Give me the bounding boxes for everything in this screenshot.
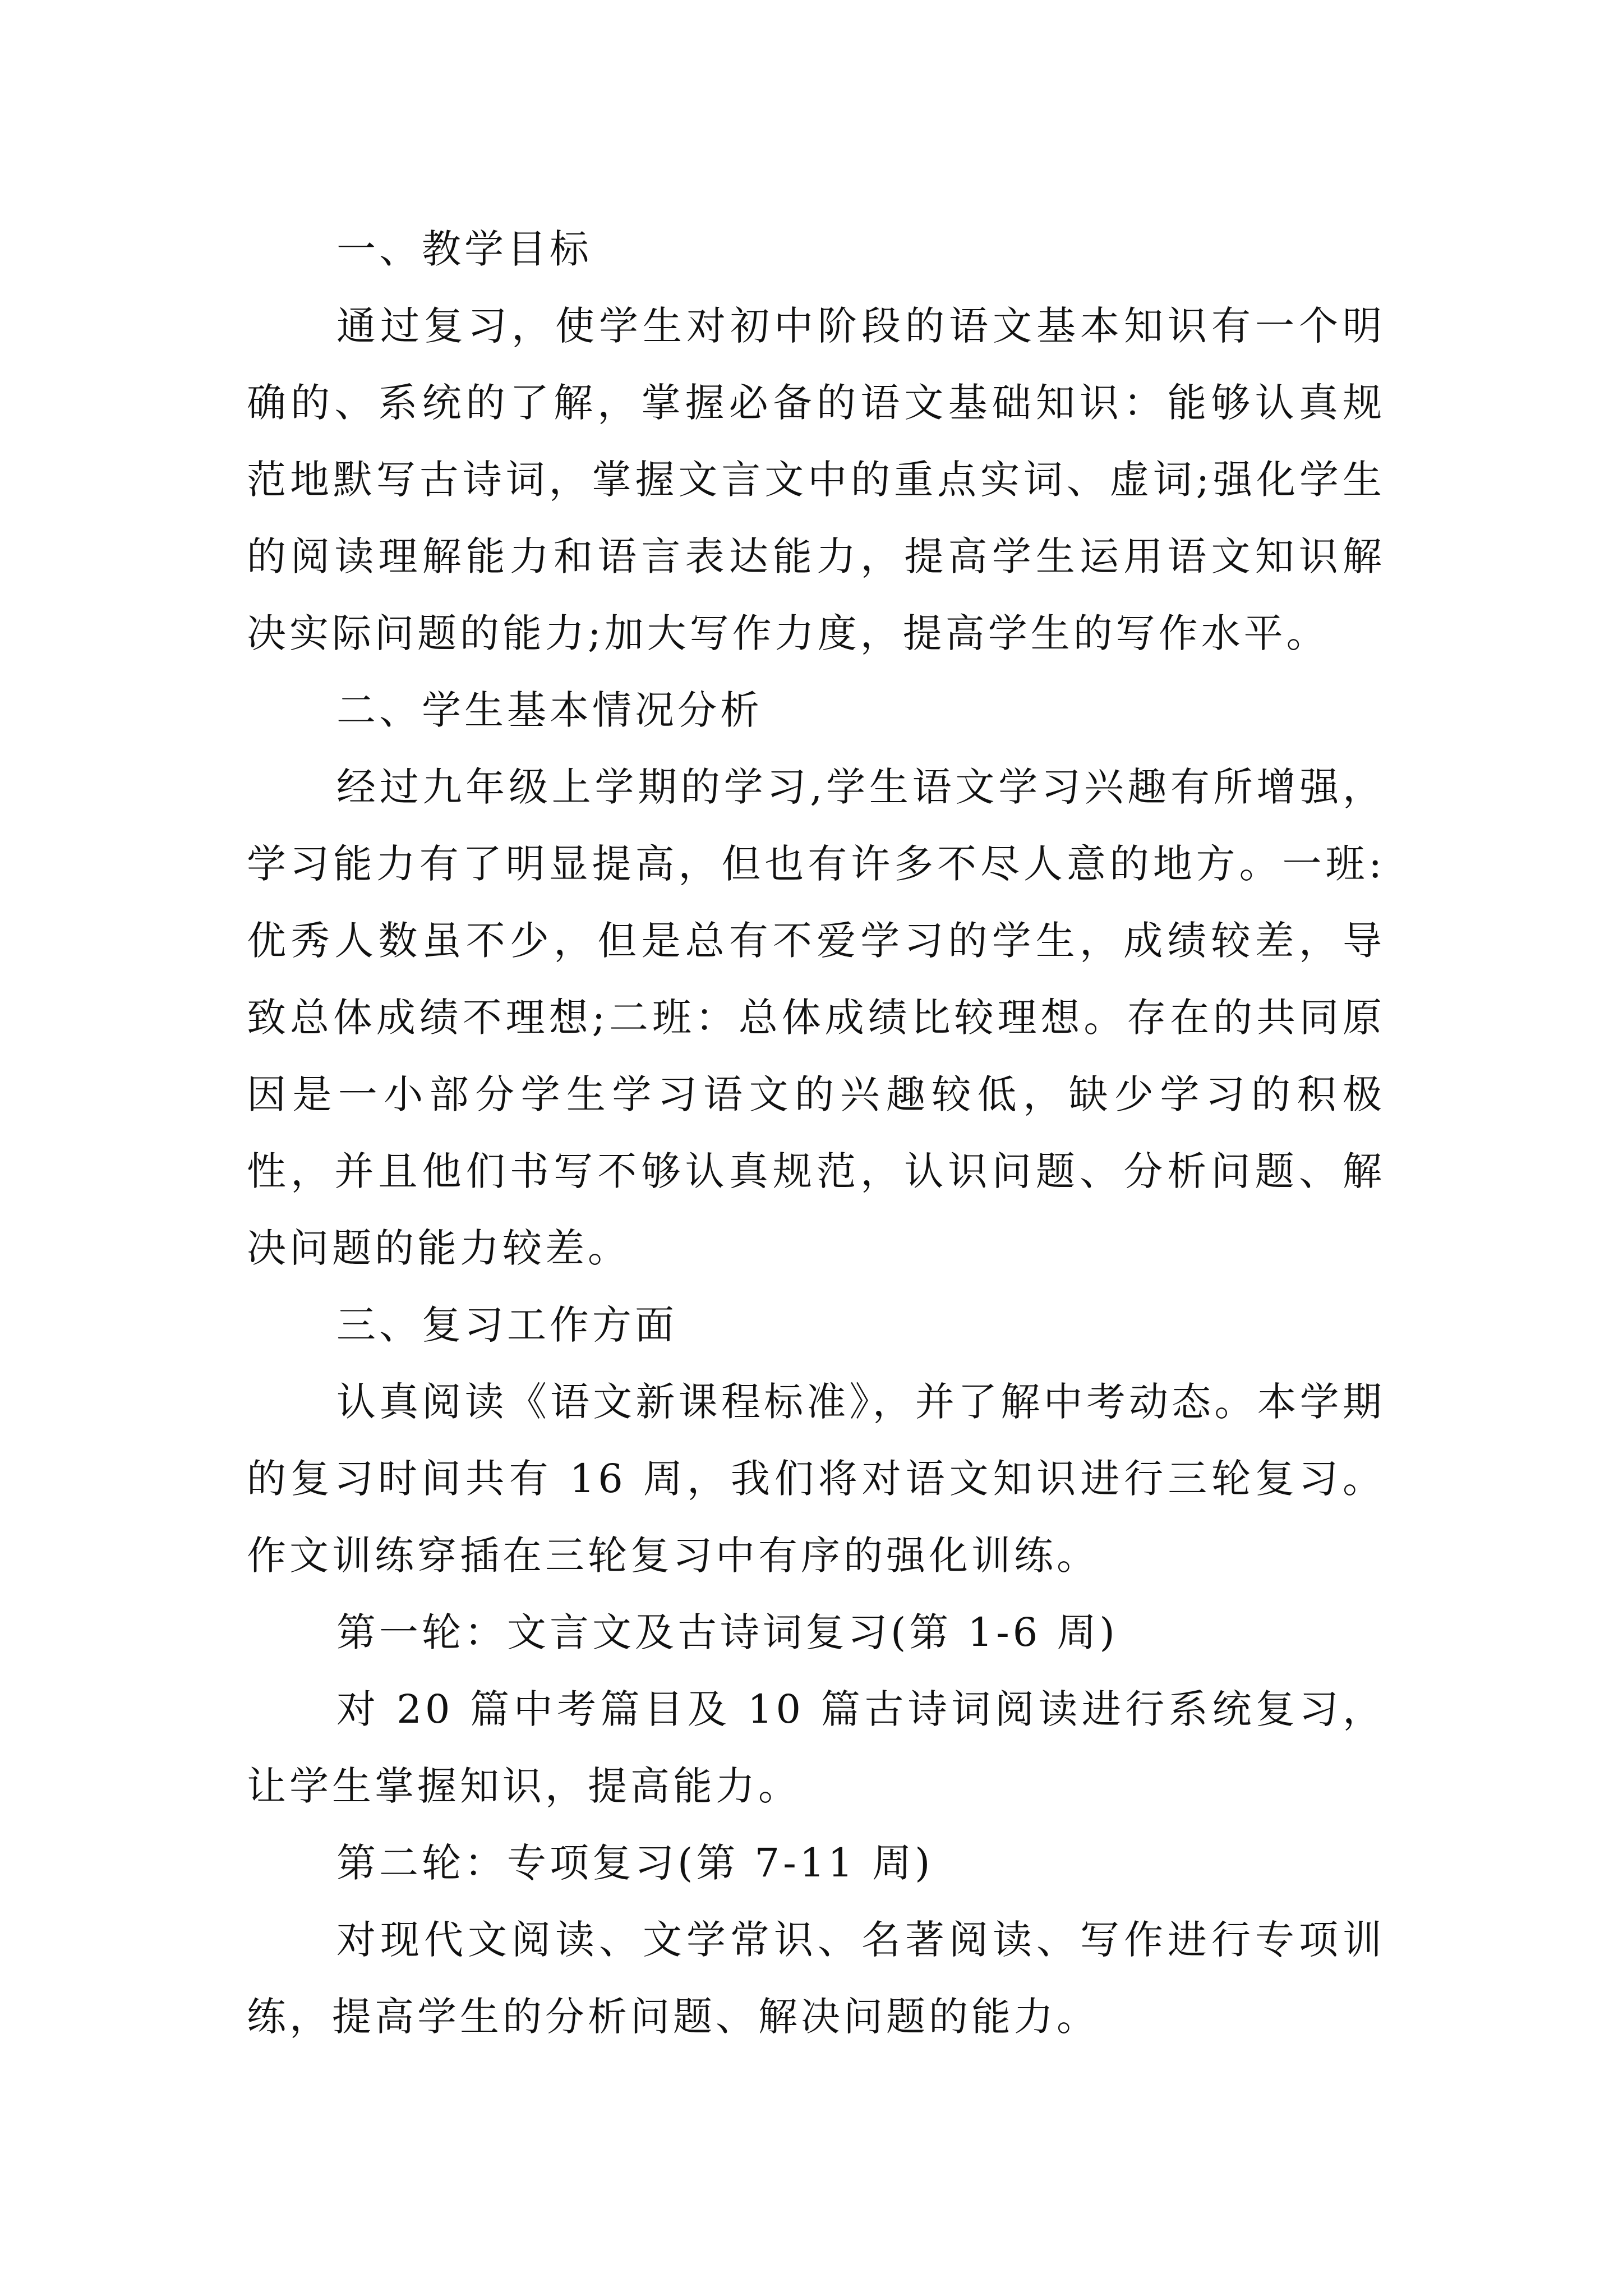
paragraph-round-one: 对 20 篇中考篇目及 10 篇古诗词阅读进行系统复习，让学生掌握知识，提高能力。 [247,1686,1385,1809]
paragraph-student-analysis: 经过九年级上学期的学习,学生语文学习兴趣有所增强，学习能力有了明显提高，但也有许多不尽人意的地方。一班:优秀人数虽不少，但是总有不爱学习的学生，成绩较差，导致总体成绩不理想;二班：总体成绩比较理想。存在的共同原因是一小部分学生学习语文的兴趣较低，缺少学习的积极性，并且他们书写不够认真规范，认识问题、分析问题、解决问题的能力较差。 [247,764,1385,1271]
paragraph-review-work: 认真阅读《语文新课程标准》，并了解中考动态。本学期的复习时间共有 16 周，我们将对语文知识进行三轮复习。作文训练穿插在三轮复习中有序的强化训练。 [247,1379,1385,1579]
paragraph-round-two: 对现代文阅读、文学常识、名著阅读、写作进行专项训练，提高学生的分析问题、解决问题的能力。 [247,1917,1385,2040]
section-heading-teaching-goals: 一、教学目标 [336,226,592,272]
document-body [247,211,1385,2055]
section-heading-round-one: 第一轮：文言文及古诗词复习(第 1-6 周) [336,1609,1118,1655]
section-heading-student-analysis: 二、学生基本情况分析 [336,687,763,733]
section-heading-round-two: 第二轮：专项复习(第 7-11 周) [336,1840,934,1886]
section-heading-review-work: 三、复习工作方面 [336,1302,677,1348]
paragraph-teaching-goals: 通过复习，使学生对初中阶段的语文基本知识有一个明确的、系统的了解，掌握必备的语文基础知识：能够认真规范地默写古诗词，掌握文言文中的重点实词、虚词;强化学生的阅读理解能力和语言表达能力，提高学生运用语文知识解决实际问题的能力;加大写作力度，提高学生的写作水平。 [247,303,1385,656]
